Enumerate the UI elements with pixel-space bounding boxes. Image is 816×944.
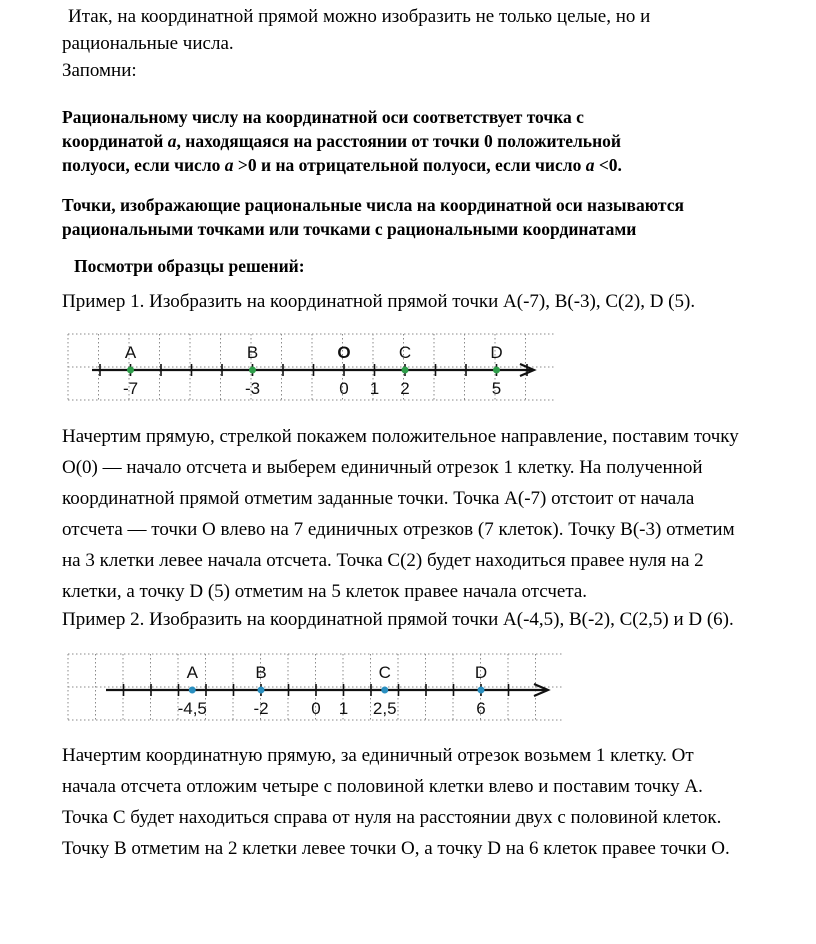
explanation-line: Точка C будет находиться справа от нуля на расстоянии двух с половиной клеток. [62,807,722,828]
tick-label-zero: 0 [311,699,321,718]
origin-label: O [337,343,351,362]
rule1-line-2: координатой a, находящаяся на расстоянии от точки 0 положительной [62,131,621,151]
point-name-a: A [124,343,137,362]
point-marker-c [381,687,388,694]
point-value-c: 2,5 [372,699,397,718]
explanation-line: отсчета — точки O влево на 7 единичных отрезков (7 клеток). Точку B(-3) отметим [62,519,735,540]
explanation-line: координатной прямой отметим заданные точки. Точка A(-7) отстоит от начала [62,488,695,509]
tick-label-one: 1 [369,379,380,398]
tick-label-zero: 0 [339,379,349,398]
point-marker-b [258,687,265,694]
explanation-line: на 3 клетки левее начала отсчета. Точка C(2) будет находиться правее нуля на 2 [62,550,704,571]
remember-label: Запомни: [62,60,137,81]
point-name-a: A [186,663,198,682]
point-marker-d [493,367,500,374]
point-name-b: B [255,663,267,682]
explanation-line: Начертим прямую, стрелкой покажем положительное направление, поставим точку [62,426,739,447]
explanation-line: начала отсчета отложим четыре с половиной клетки влево и поставим точку A. [62,776,703,797]
explanation-line: O(0) — начало отсчета и выберем единичный отрезок 1 клетку. На полученной [62,457,703,478]
point-marker-b [249,367,256,374]
explanation-line: клетки, а точку D (5) отметим на 5 клеток правее начала отсчета. [62,581,588,602]
rule2-line-1: Точки, изображающие рациональные числа на координатной оси называются [62,195,684,215]
intro-line-1: Итак, на координатной прямой можно изобразить не только целые, но и [68,6,651,27]
explanation-line: Точку B отметим на 2 клетки левее точки O, а точку D на 6 клеток правее точки O. [62,838,730,859]
point-name-b: B [246,343,259,362]
point-marker-d [478,687,485,694]
grid-frame [68,334,554,400]
number-line-1-svg [66,332,566,404]
point-value-d: 5 [491,379,502,398]
rule2-line-2: рациональными точками или точками с рациональными координатами [62,219,637,239]
point-name-c: C [378,663,391,682]
example2-title: Пример 2. Изобразить на координатной прямой точки A(-4,5), B(-2), C(2,5) и D (6). [62,609,734,630]
point-value-a: -4,5 [177,699,207,718]
number-line-2-svg [66,652,566,724]
point-value-b: -2 [253,699,269,718]
number-line-example-2 [66,652,566,724]
point-value-a: -7 [122,379,139,398]
point-marker-a [127,367,134,374]
explanation-line: Начертим координатную прямую, за единичный отрезок возьмем 1 клетку. От [62,745,694,766]
point-value-c: 2 [400,379,410,398]
point-marker-a [189,687,196,694]
rule1-line-3: полуоси, если число a >0 и на отрицательной полуоси, если число a <0. [62,155,622,175]
tick-label-one: 1 [338,699,349,718]
point-value-d: 6 [476,699,486,718]
rule1-line-1: Рациональному числу на координатной оси соответствует точка с [62,107,584,127]
point-value-b: -3 [244,379,261,398]
intro-line-2: рациональные числа. [62,33,234,54]
samples-heading: Посмотри образцы решений: [74,256,305,276]
example1-title: Пример 1. Изобразить на координатной прямой точки A(-7), B(-3), C(2), D (5). [62,291,696,312]
point-name-d: D [490,343,503,362]
number-line-example-1 [66,332,566,404]
point-marker-c [402,367,409,374]
point-name-d: D [474,663,488,682]
point-name-c: C [398,343,412,362]
